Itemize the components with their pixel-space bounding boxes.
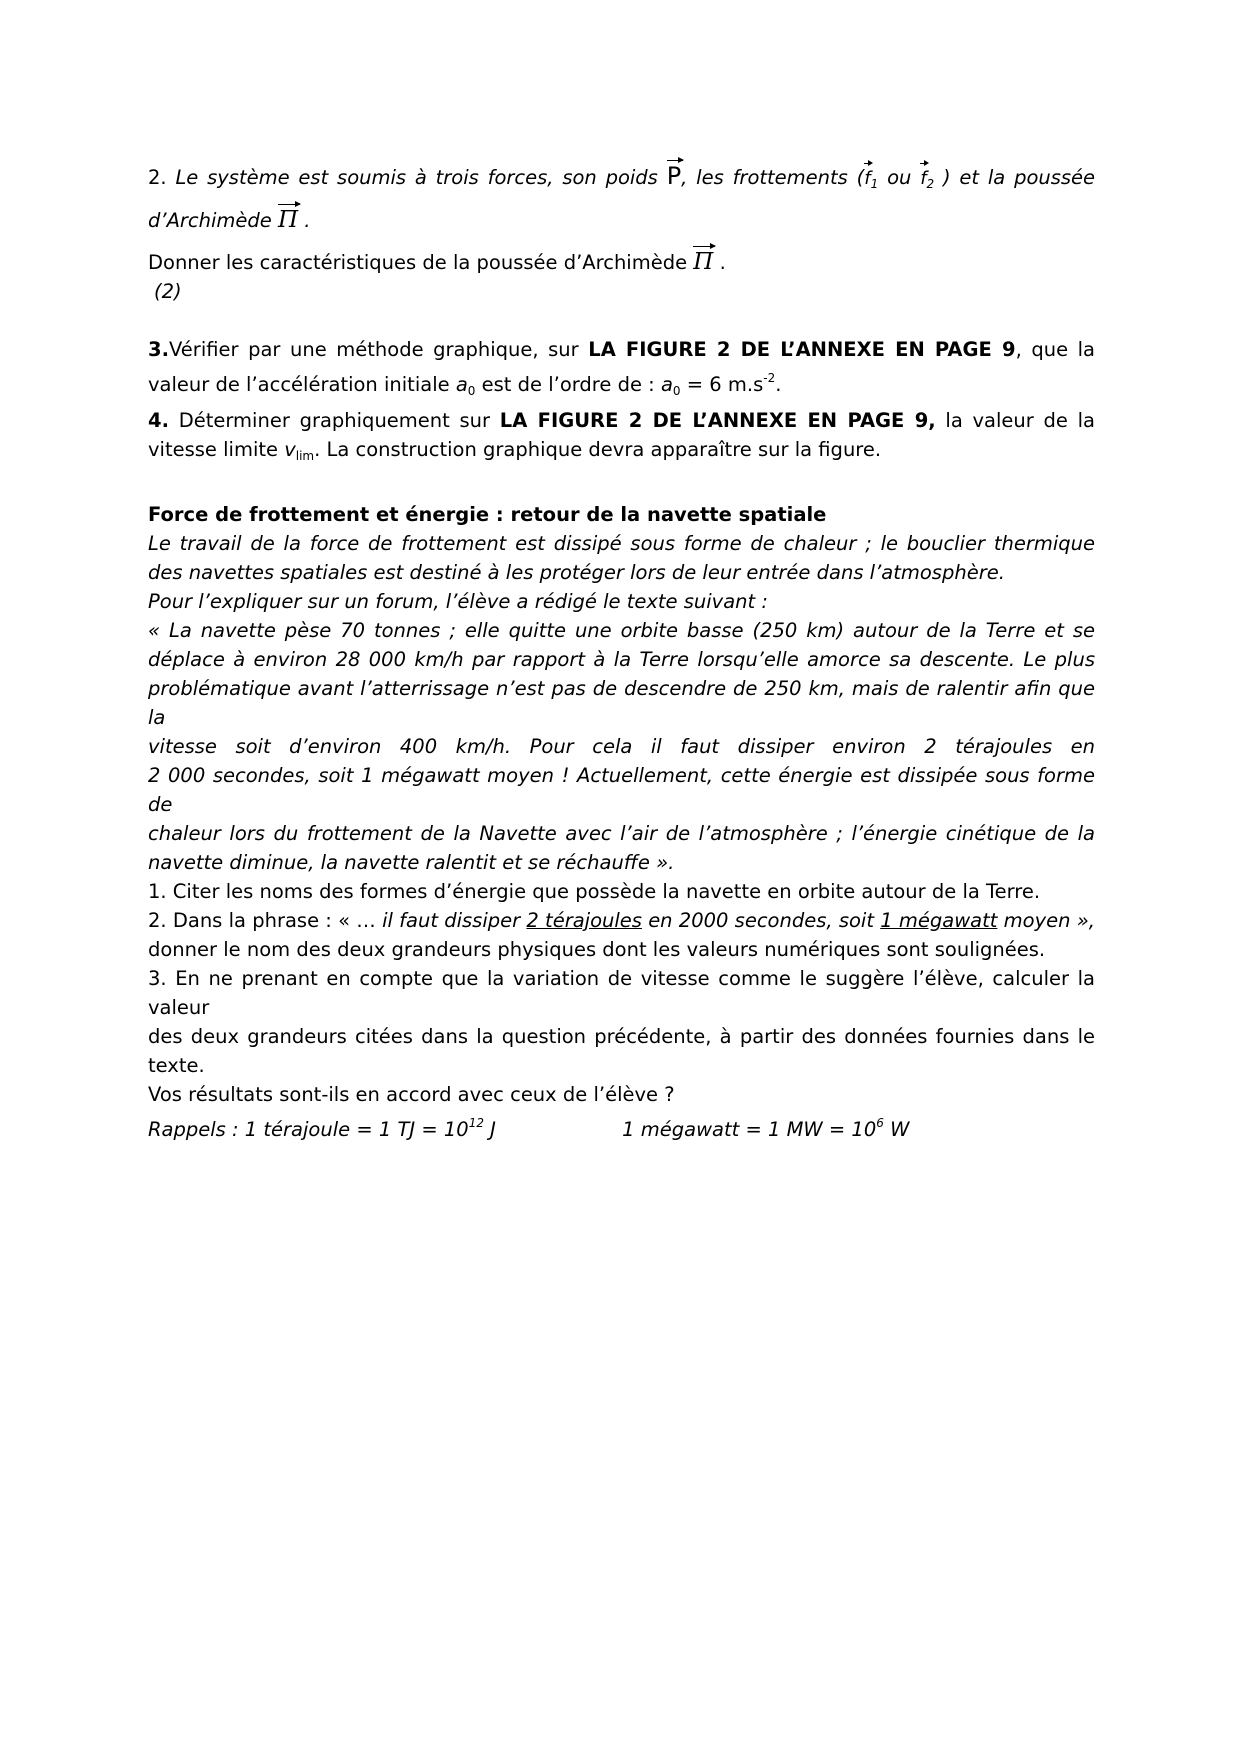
item-3-line: texte. xyxy=(148,1054,205,1077)
intro-line: Pour l’expliquer sur un forum, l’élève a rédigé le texte suivant : xyxy=(148,590,768,613)
q4-text-b: la valeur de la xyxy=(945,409,1095,432)
f2-index: 2 xyxy=(926,177,935,191)
item-3-line: des deux grandeurs citées dans la question précédente, à partir des données fournies dans le xyxy=(148,1025,1095,1048)
q4-text-a: Déterminer graphiquement sur xyxy=(178,409,491,432)
underlined-terajoules: 2 térajoules xyxy=(526,909,642,932)
rappels-left: Rappels : 1 térajoule = 1 TJ = 10 xyxy=(148,1118,469,1141)
a0-value-symbol: a xyxy=(660,373,673,396)
q4-line-2 xyxy=(148,435,1095,471)
check-question: Vos résultats sont-ils en accord avec ceux de l’élève ? xyxy=(148,1083,675,1106)
f2-vector: f xyxy=(920,163,926,193)
quote-line: 2 000 secondes, soit 1 mégawatt moyen ! Actuellement, cette énergie est dissipée sous forme de xyxy=(148,764,1095,816)
q2-line-2 xyxy=(148,202,1095,235)
q2-text-d: d’Archimède xyxy=(148,209,272,232)
q3-text-a: Vérifier par une méthode graphique, sur xyxy=(168,338,579,361)
a0-exponent: -2 xyxy=(763,371,776,385)
q4-text-c: vitesse limite xyxy=(148,438,279,461)
item-2-quote-b: en 2000 secondes, soit xyxy=(648,909,874,932)
f1-index: 1 xyxy=(870,177,879,191)
f1-vector: f xyxy=(864,163,870,193)
poids-vector: P xyxy=(667,158,681,191)
quote-line: déplace à environ 28 000 km/h par rapport à la Terre lorsqu’elle amorce sa descente. Le plus xyxy=(148,648,1095,671)
q2-text-or: ou xyxy=(887,166,912,189)
intro-line: Le travail de la force de frottement est dissipé sous forme de chaleur ; le bouclier thermique xyxy=(148,532,1095,555)
item-2-quote-c: moyen », xyxy=(1003,909,1095,932)
quote-line: « La navette pèse 70 tonnes ; elle quitte une orbite basse (250 km) autour de la Terre et se xyxy=(148,619,1095,642)
rappels-right: 1 mégawatt = 1 MW = 10 xyxy=(622,1118,877,1141)
quote-line: vitesse soit d’environ 400 km/h. Pour cela il faut dissiper environ 2 térajoules en xyxy=(148,735,1095,758)
a0-value: = 6 m.s xyxy=(686,373,764,396)
item-2-line-1 xyxy=(148,906,1095,935)
rappels-line xyxy=(148,1109,1095,1144)
rappels-right-unit: W xyxy=(890,1118,910,1141)
rappels-left-exp: 12 xyxy=(468,1116,484,1130)
q2-instruction-end: . xyxy=(719,251,726,274)
item-2-line-2: donner le nom des deux grandeurs physiques dont les valeurs numériques sont soulignées. xyxy=(148,938,1046,961)
q3-line-1 xyxy=(148,335,1095,364)
q4-text-d: . La construction graphique devra apparaître sur la figure. xyxy=(314,438,882,461)
quote-line: chaleur lors du frottement de la Navette avec l’air de l’atmosphère ; l’énergie cinétique de la xyxy=(148,822,1095,845)
a0-value-index: 0 xyxy=(672,384,681,398)
a0-index: 0 xyxy=(467,384,476,398)
q2-points: (2) xyxy=(154,280,182,303)
item-2-quote-a: il faut dissiper xyxy=(382,909,521,932)
item-2-lead: 2. Dans la phrase : « … xyxy=(148,909,376,932)
rappels-left-unit: J xyxy=(490,1118,496,1141)
q3-figure-ref: LA FIGURE 2 DE L’ANNEXE EN PAGE 9 xyxy=(588,338,1016,361)
q3-line-2 xyxy=(148,364,1095,406)
intro-line: des navettes spatiales est destiné à les protéger lors de leur entrée dans l’atmosphère. xyxy=(148,561,1005,584)
q2-instruction-line xyxy=(148,244,1095,277)
section-heading: Force de frottement et énergie : retour de la navette spatiale xyxy=(148,503,827,526)
item-3-line: 3. En ne prenant en compte que la variation de vitesse comme le suggère l’élève, calculer la valeur xyxy=(148,967,1095,1019)
archimede-vector: Π xyxy=(278,202,298,235)
v-symbol: v xyxy=(284,438,296,461)
rappels-right-group xyxy=(622,1109,909,1144)
q3-text-c: valeur de l’accélération initiale xyxy=(148,373,450,396)
q2-text-a: Le système est soumis à trois forces, son poids xyxy=(175,166,658,189)
a0-symbol: a xyxy=(455,373,468,396)
q2-text-b: , les frottements ( xyxy=(681,166,865,189)
q4-figure-ref: LA FIGURE 2 DE L’ANNEXE EN PAGE 9, xyxy=(499,409,936,432)
q3-text-b: , que la xyxy=(1015,338,1096,361)
q4-line-1 xyxy=(148,406,1095,435)
archimede-vector-2: Π xyxy=(693,244,713,277)
quote-line: navette diminue, la navette ralentit et se réchauffe ». xyxy=(148,851,675,874)
q3-text-d: est de l’ordre de : xyxy=(481,373,655,396)
quote-line: problématique avant l’atterrissage n’est pas de descendre de 250 km, mais de ralentir afin que la xyxy=(148,677,1095,729)
q3-text-end: . xyxy=(775,373,782,396)
q2-line-1 xyxy=(148,158,1095,199)
underlined-megawatt: 1 mégawatt xyxy=(880,909,998,932)
q3-number: 3. xyxy=(148,338,169,361)
item-1: 1. Citer les noms des formes d’énergie que possède la navette en orbite autour de la Terre. xyxy=(148,880,1041,903)
q4-number: 4. xyxy=(148,409,169,432)
q2-number: 2. xyxy=(148,166,167,189)
document-page xyxy=(148,158,1095,1144)
q2-text-end: . xyxy=(304,209,311,232)
rappels-right-exp: 6 xyxy=(876,1116,884,1130)
v-index: lim xyxy=(295,449,315,463)
q2-text-c: ) et la poussée xyxy=(943,166,1096,189)
q2-instruction: Donner les caractéristiques de la poussée d’Archimède xyxy=(148,251,688,274)
